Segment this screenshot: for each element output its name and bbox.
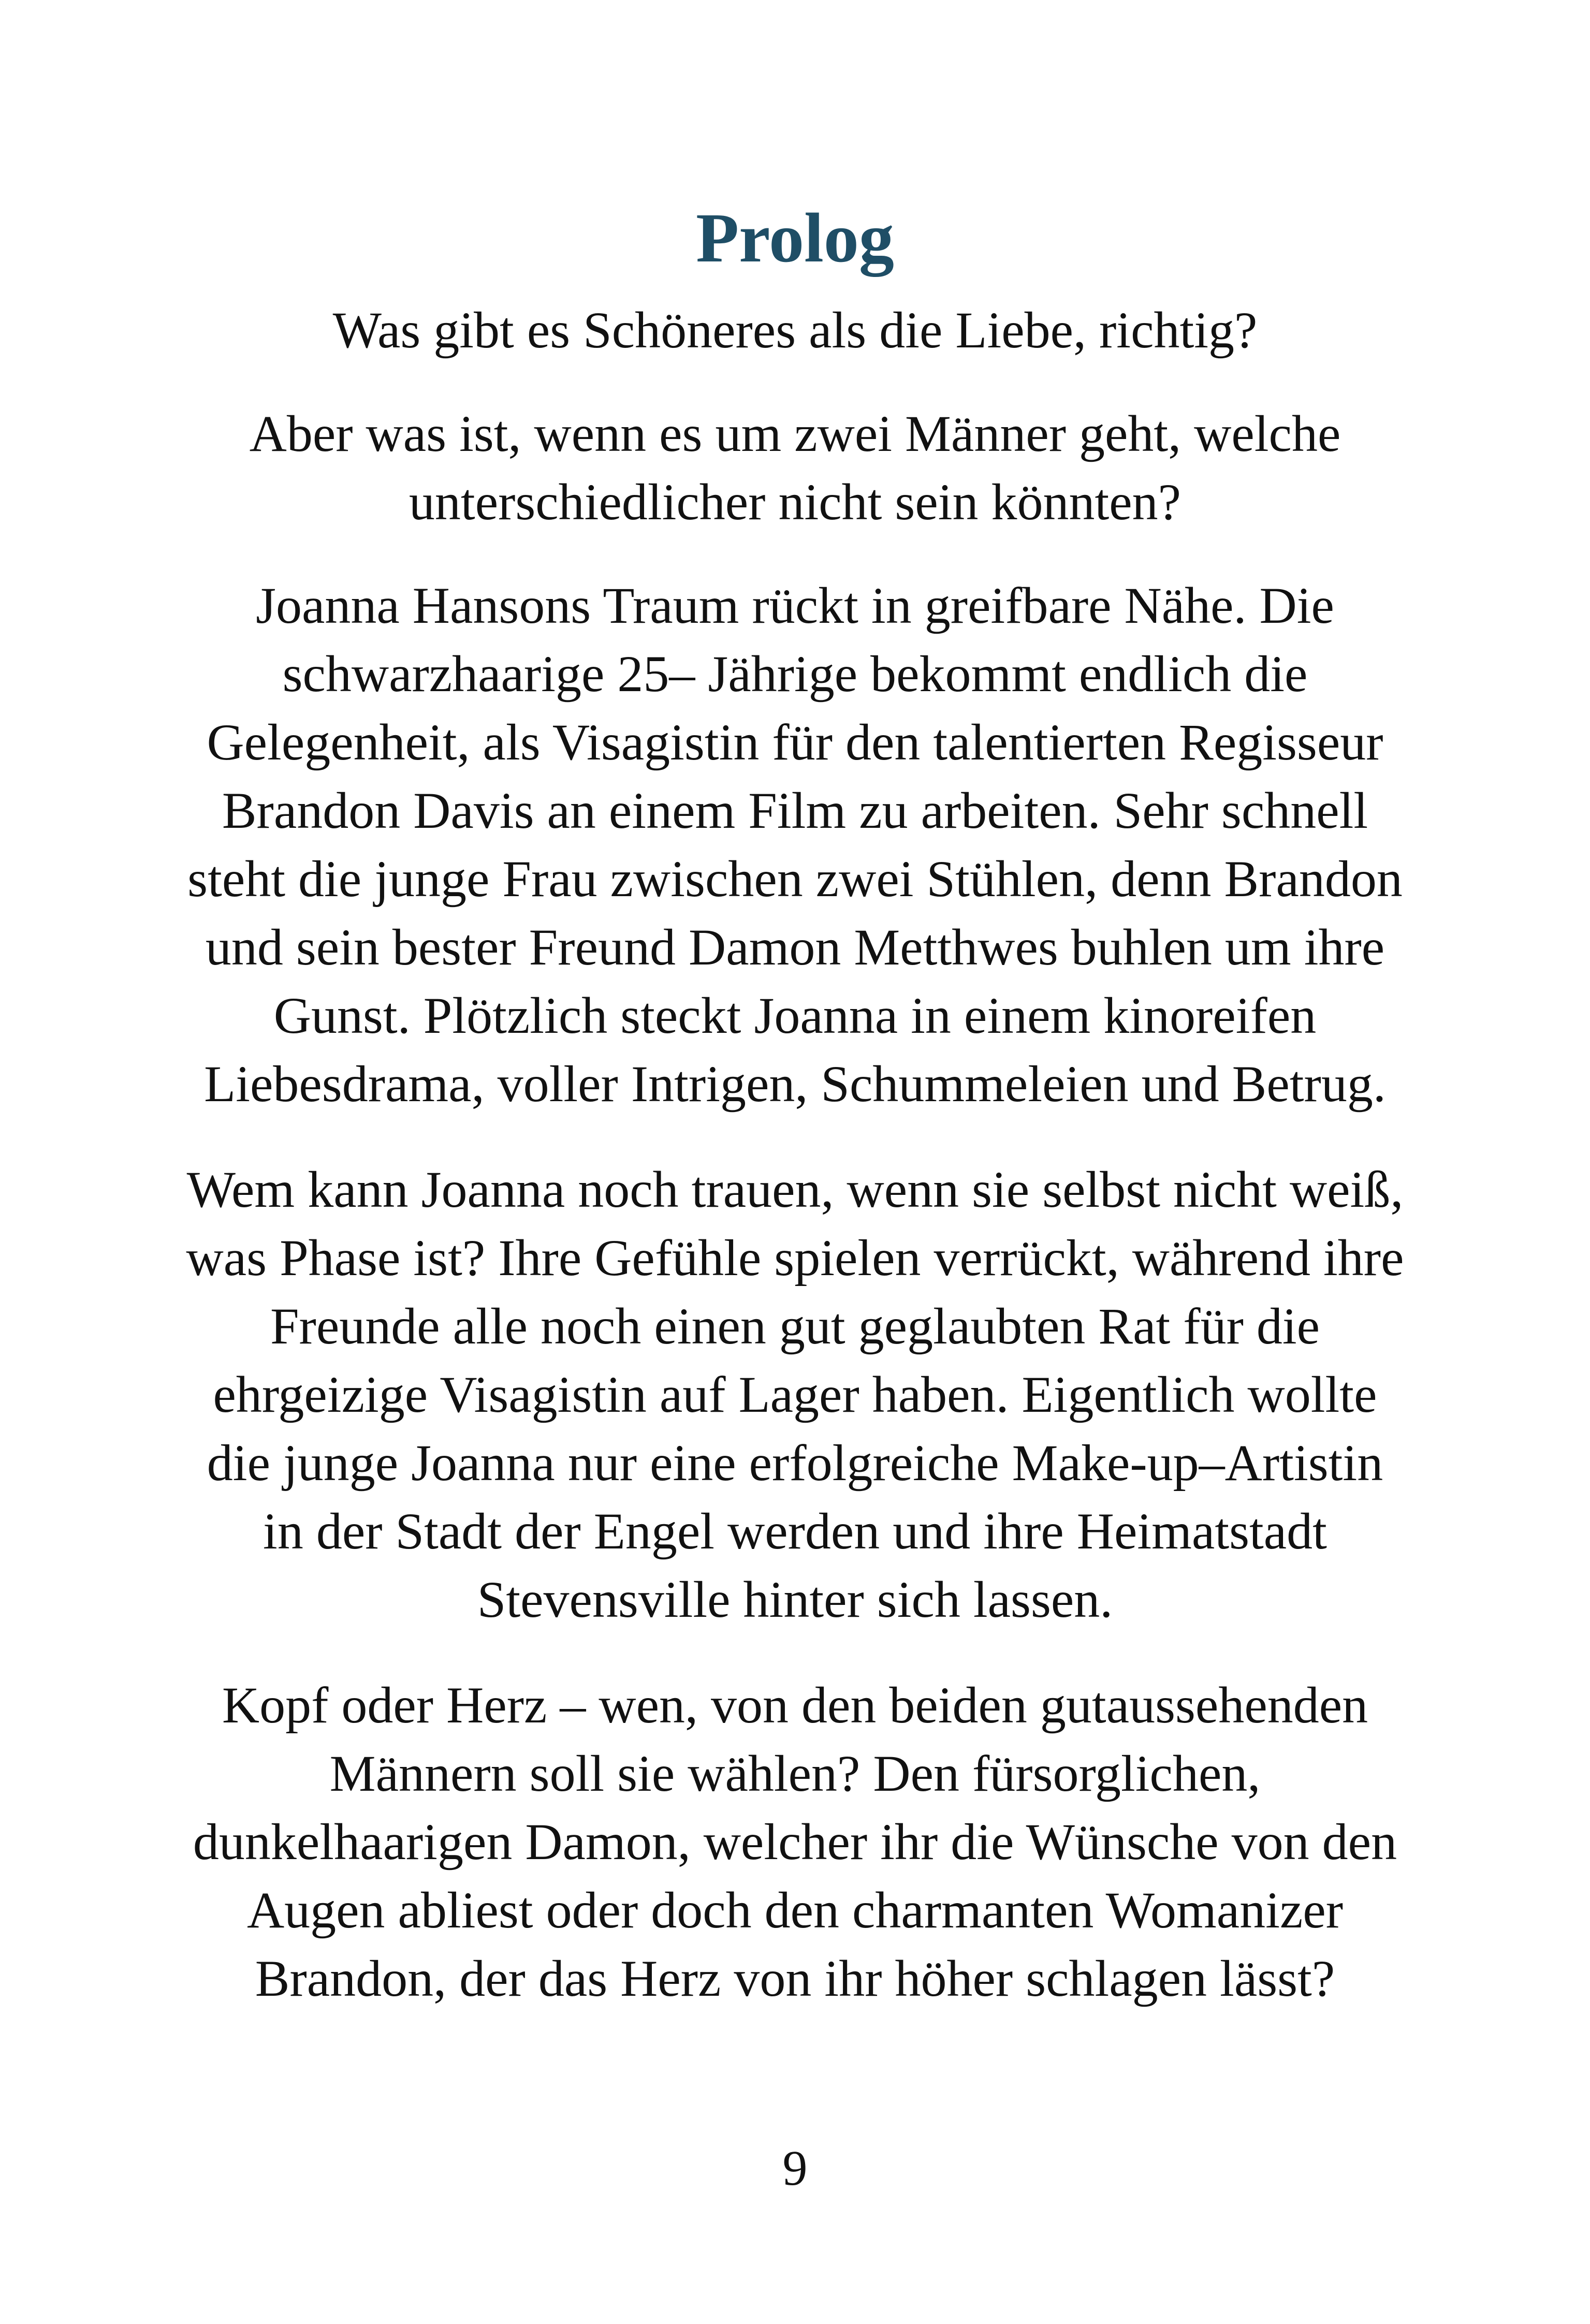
text-line: Männern soll sie wählen? Den fürsorglichen, <box>329 1745 1261 1802</box>
text-line: Gunst. Plötzlich steckt Joanna in einem kinoreifen <box>273 987 1317 1044</box>
text-line: Was gibt es Schöneres als die Liebe, richtig? <box>332 301 1258 359</box>
paragraph-5 <box>155 1671 1435 2013</box>
text-line: schwarzhaarige 25– Jährige bekommt endlich die <box>282 645 1308 703</box>
paragraph-1 <box>155 296 1435 364</box>
text-line: ehrgeizige Visagistin auf Lager haben. Eigentlich wollte <box>213 1366 1377 1423</box>
text-line: Augen abliest oder doch den charmanten Womanizer <box>246 1881 1344 1939</box>
text-line: Wem kann Joanna noch trauen, wenn sie selbst nicht weiß, <box>186 1161 1404 1218</box>
text-line: Liebesdrama, voller Intrigen, Schummeleien und Betrug. <box>204 1055 1386 1113</box>
paragraph-3 <box>155 572 1435 1118</box>
text-line: Joanna Hansons Traum rückt in greifbare Nähe. Die <box>256 577 1334 634</box>
text-line: Gelegenheit, als Visagistin für den talentierten Regisseur <box>207 713 1383 771</box>
text-line: Brandon Davis an einem Film zu arbeiten. Sehr schnell <box>222 782 1368 839</box>
text-line: steht die junge Frau zwischen zwei Stühlen, denn Brandon <box>187 850 1403 908</box>
text-line: was Phase ist? Ihre Gefühle spielen verrückt, während ihre <box>186 1229 1404 1287</box>
text-line: und sein bester Freund Damon Metthwes buhlen um ihre <box>205 918 1385 976</box>
paragraph-4 <box>155 1156 1435 1634</box>
text-line: in der Stadt der Engel werden und ihre Heimatstadt <box>263 1502 1327 1560</box>
text-line: Kopf oder Herz – wen, von den beiden gutaussehenden <box>222 1676 1368 1734</box>
text-line: Brandon, der das Herz von ihr höher schlagen lässt? <box>255 1950 1335 2007</box>
page-number: 9 <box>782 2140 808 2196</box>
text-line: unterschiedlicher nicht sein könnten? <box>409 473 1181 531</box>
text-line: die junge Joanna nur eine erfolgreiche Make-up–Artistin <box>207 1434 1383 1492</box>
text-line: Aber was ist, wenn es um zwei Männer geht, welche <box>249 405 1341 462</box>
paragraph-2 <box>155 400 1435 536</box>
text-line: Stevensville hinter sich lassen. <box>477 1571 1113 1628</box>
chapter-title: Prolog <box>696 199 894 277</box>
text-line: Freunde alle noch einen gut geglaubten Rat für die <box>270 1297 1320 1355</box>
text-line: dunkelhaarigen Damon, welcher ihr die Wünsche von den <box>193 1813 1397 1870</box>
